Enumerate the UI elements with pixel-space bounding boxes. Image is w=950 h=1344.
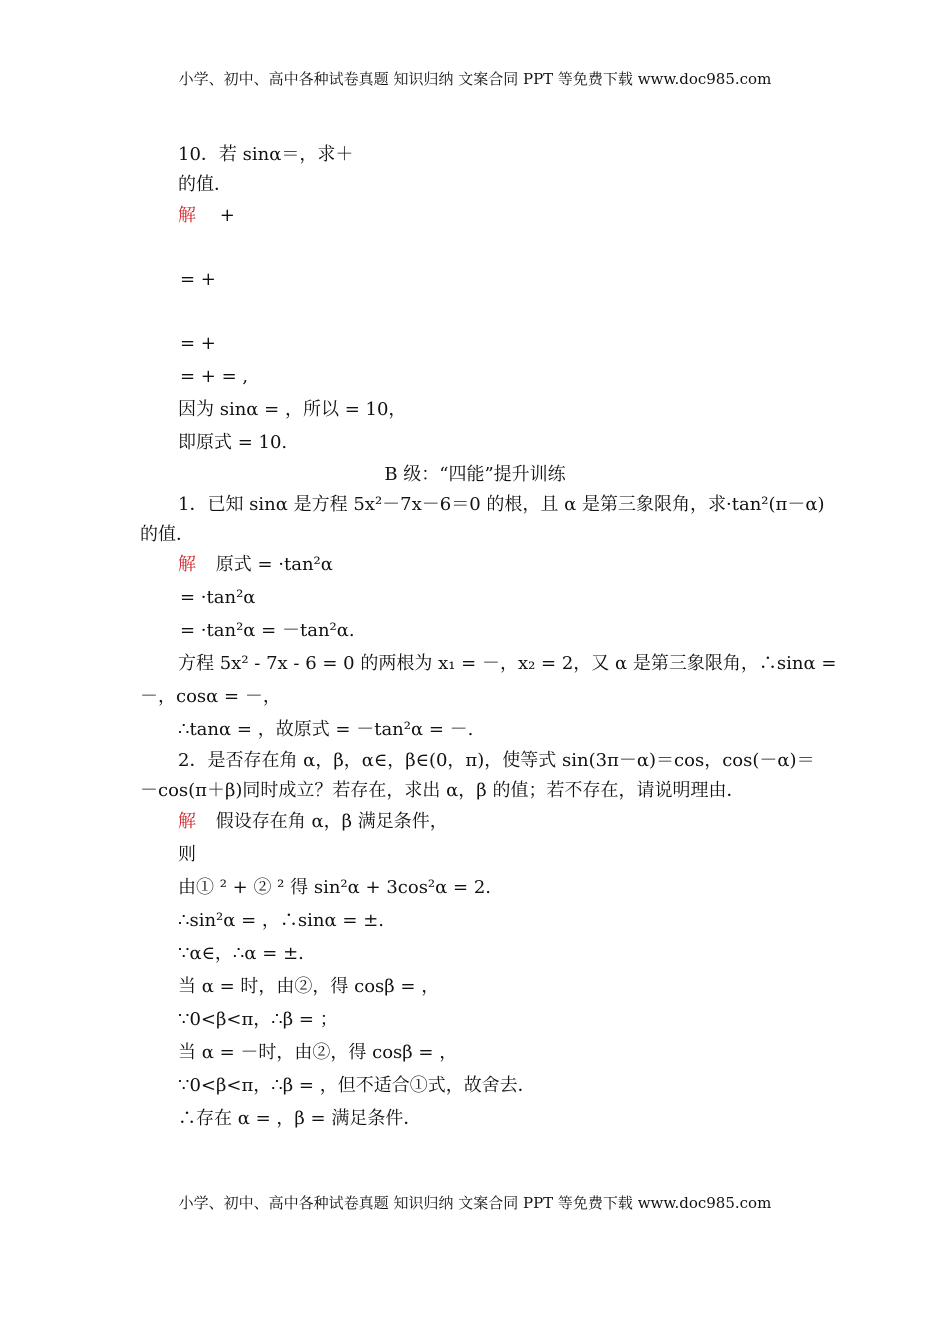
q2-solution-line-9: ∵0<β<π，∴β = ，但不适合①式，故舍去． (178, 1075, 536, 1096)
page-footer: 小学、初中、高中各种试卷真题 知识归纳 文案合同 PPT 等免费下载 www.doc985.com (178, 1194, 772, 1212)
q2-solution-line-5: ∵α∈，∴α = ±. (178, 943, 304, 964)
q10-line-1: 10．若 sinα＝，求＋ (178, 144, 354, 165)
q2-solution-line-6: 当 α = 时，由②，得 cosβ = ， (178, 976, 440, 997)
q1-solution-line-2: = ·tan²α (180, 587, 256, 608)
q1-solution-line-6: ∴tanα = ，故原式 = －tan²α = －. (178, 719, 474, 740)
q2-solution-line-3: 由① ² + ② ² 得 sin²α + 3cos²α = 2. (178, 877, 492, 898)
q2-solution-line-7: ∵0<β<π，∴β = ； (178, 1009, 338, 1030)
q2-line-2: －cos(π＋β)同时成立？若存在，求出 α，β 的值；若不存在，请说明理由． (140, 780, 745, 801)
q10-solution-line-6: 即原式 = 10. (178, 432, 288, 453)
q2-line-1: 2．是否存在角 α，β，α∈，β∈(0，π)，使等式 sin(3π－α)＝cos，cos(－α)＝ (178, 750, 815, 771)
q10-solution-line-5: 因为 sinα = ，所以 = 10， (178, 399, 407, 420)
q10-solution-line-3: = + (180, 333, 216, 354)
q10-solution-line-2: = + (180, 269, 216, 290)
q2-solution-line-2: 则 (178, 844, 196, 865)
q2-solution-line-4: ∴sin²α = ，∴sinα = ±. (178, 910, 385, 931)
q10-line-2: 的值． (178, 174, 232, 195)
q1-solution-line-1: 解 原式 = ·tan²α (178, 554, 333, 575)
solution-label: 解 (178, 205, 196, 226)
solution-label: 解 (178, 811, 196, 832)
section-b-title: B 级：“四能”提升训练 (384, 464, 566, 485)
q1-solution-line-5: －，cosα = －， (140, 686, 281, 707)
page-header: 小学、初中、高中各种试卷真题 知识归纳 文案合同 PPT 等免费下载 www.doc985.com (178, 70, 772, 88)
q2-solution-line-10: ∴存在 α = ，β = 满足条件． (178, 1108, 422, 1129)
solution-label: 解 (178, 554, 196, 575)
q1-solution-line-4: 方程 5x² - 7x - 6 = 0 的两根为 x₁ = －，x₂ = 2，又 α 是第三象限角，∴sinα = (178, 653, 837, 674)
q1-solution-line-3: = ·tan²α = －tan²α. (180, 620, 355, 641)
q2-solution-line-1: 解 假设存在角 α，β 满足条件， (178, 811, 448, 832)
q1-line-1: 1．已知 sinα 是方程 5x²－7x－6＝0 的根，且 α 是第三象限角，求·tan²(π－α) (178, 494, 825, 515)
q10-solution-line-4: = + = , (180, 366, 249, 387)
q2-solution-line-8: 当 α = －时，由②，得 cosβ = ， (178, 1042, 458, 1063)
q10-solution-line-1: 解 + (178, 205, 235, 226)
q1-line-2: 的值． (140, 524, 194, 545)
